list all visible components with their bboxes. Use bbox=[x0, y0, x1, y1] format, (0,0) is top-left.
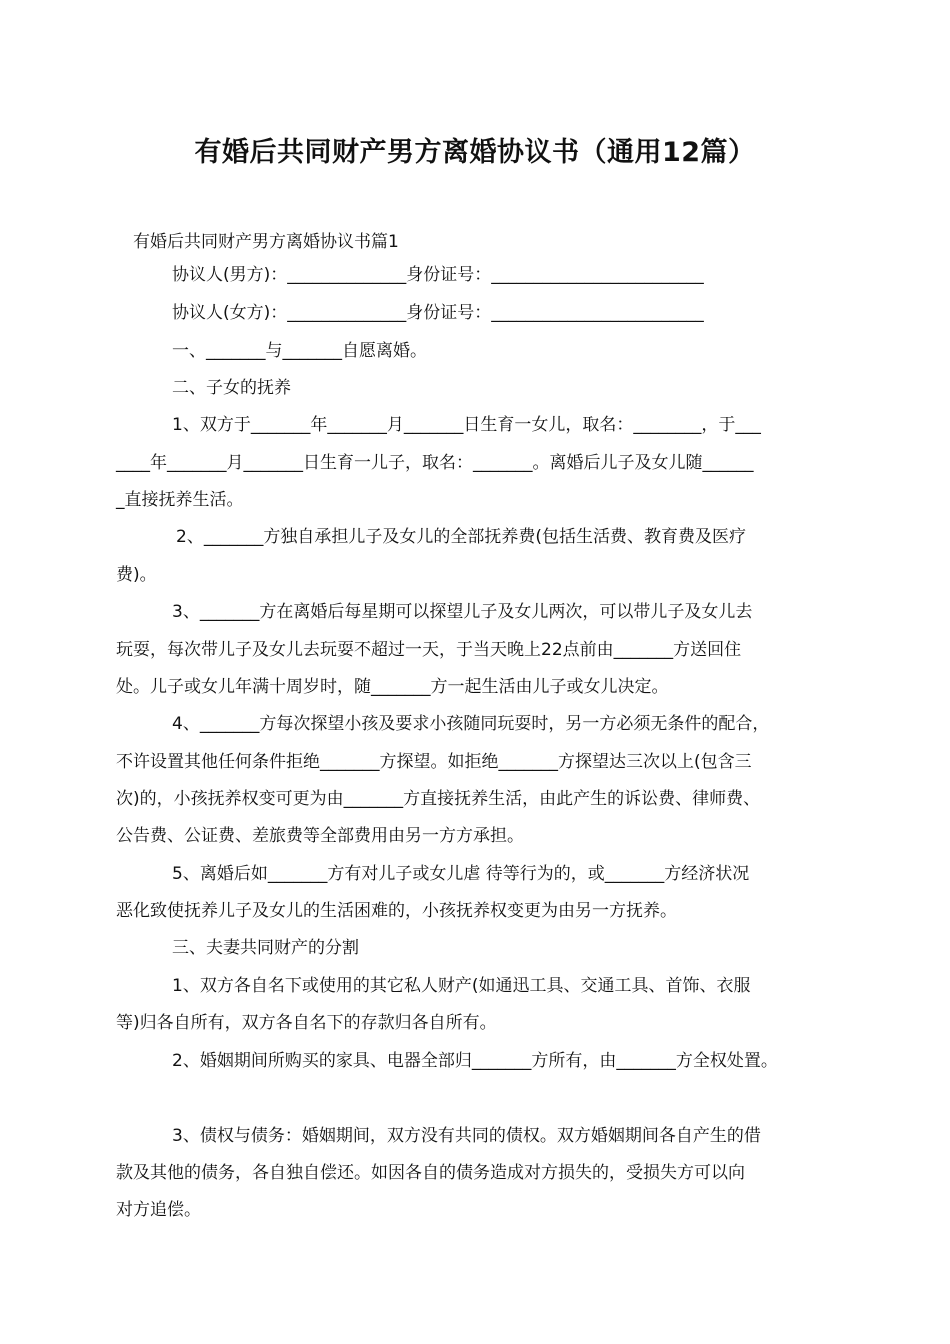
paragraph-line: _直接抚养生活。 bbox=[116, 490, 244, 510]
paragraph-line: 1、双方各自名下或使用的其它私人财产(如通迅工具、交通工具、首饰、衣服 bbox=[172, 976, 751, 996]
paragraph-line: 2、_______方独自承担儿子及女儿的全部抚养费(包括生活费、教育费及医疗 bbox=[176, 527, 746, 547]
paragraph-line: 等)归各自所有，双方各自名下的存款归各自所有。 bbox=[116, 1013, 497, 1033]
paragraph-line: 对方追偿。 bbox=[116, 1200, 201, 1220]
paragraph-line: 次)的，小孩抚养权变可更为由_______方直接抚养生活，由此产生的诉讼费、律师费、 bbox=[116, 789, 761, 809]
paragraph-line: 2、婚姻期间所购买的家具、电器全部归_______方所有，由_______方全权处置。 bbox=[172, 1051, 778, 1071]
document-title: 有婚后共同财产男方离婚协议书（通用12篇） bbox=[194, 137, 756, 168]
heading-property-division: 三、夫妻共同财产的分割 bbox=[172, 938, 359, 958]
paragraph-line: 玩耍，每次带儿子及女儿去玩耍不超过一天，于当天晚上22点前由_______方送回住 bbox=[116, 640, 742, 660]
paragraph-line: 恶化致使抚养儿子及女儿的生活困难的，小孩抚养权变更为由另一方抚养。 bbox=[116, 901, 677, 921]
heading-child-custody: 二、子女的抚养 bbox=[172, 378, 291, 398]
paragraph-line: ____年_______月_______日生育一儿子，取名：_______。离婚后儿子及女儿随______ bbox=[116, 453, 754, 473]
paragraph-line: 5、离婚后如_______方有对儿子或女儿虐 待等行为的，或_______方经济状况 bbox=[172, 864, 750, 884]
paragraph-line: 不许设置其他任何条件拒绝_______方探望。如拒绝_______方探望达三次以上(包含三 bbox=[116, 752, 752, 772]
party-male-line: 协议人(男方)：______________身份证号：_________________________ bbox=[172, 265, 704, 285]
paragraph-line: 3、_______方在离婚后每星期可以探望儿子及女儿两次，可以带儿子及女儿去 bbox=[172, 602, 753, 622]
paragraph-line: 1、双方于_______年_______月_______日生育一女儿，取名：________，于___ bbox=[172, 415, 761, 435]
paragraph-line: 3、债权与债务：婚姻期间，双方没有共同的债权。双方婚姻期间各自产生的借 bbox=[172, 1126, 761, 1146]
section-title: 有婚后共同财产男方离婚协议书篇1 bbox=[133, 232, 399, 252]
party-female-line: 协议人(女方)：______________身份证号：_________________________ bbox=[172, 303, 704, 323]
paragraph-line: 费)。 bbox=[116, 565, 157, 585]
paragraph-line: 公告费、公证费、差旅费等全部费用由另一方方承担。 bbox=[116, 826, 524, 846]
clause-one: 一、_______与_______自愿离婚。 bbox=[172, 341, 427, 361]
paragraph-line: 款及其他的债务，各自独自偿还。如因各自的债务造成对方损失的，受损失方可以向 bbox=[116, 1163, 745, 1183]
paragraph-line: 4、_______方每次探望小孩及要求小孩随同玩耍时，另一方必须无条件的配合， bbox=[172, 714, 770, 734]
paragraph-line: 处。儿子或女儿年满十周岁时，随_______方一起生活由儿子或女儿决定。 bbox=[116, 677, 669, 697]
